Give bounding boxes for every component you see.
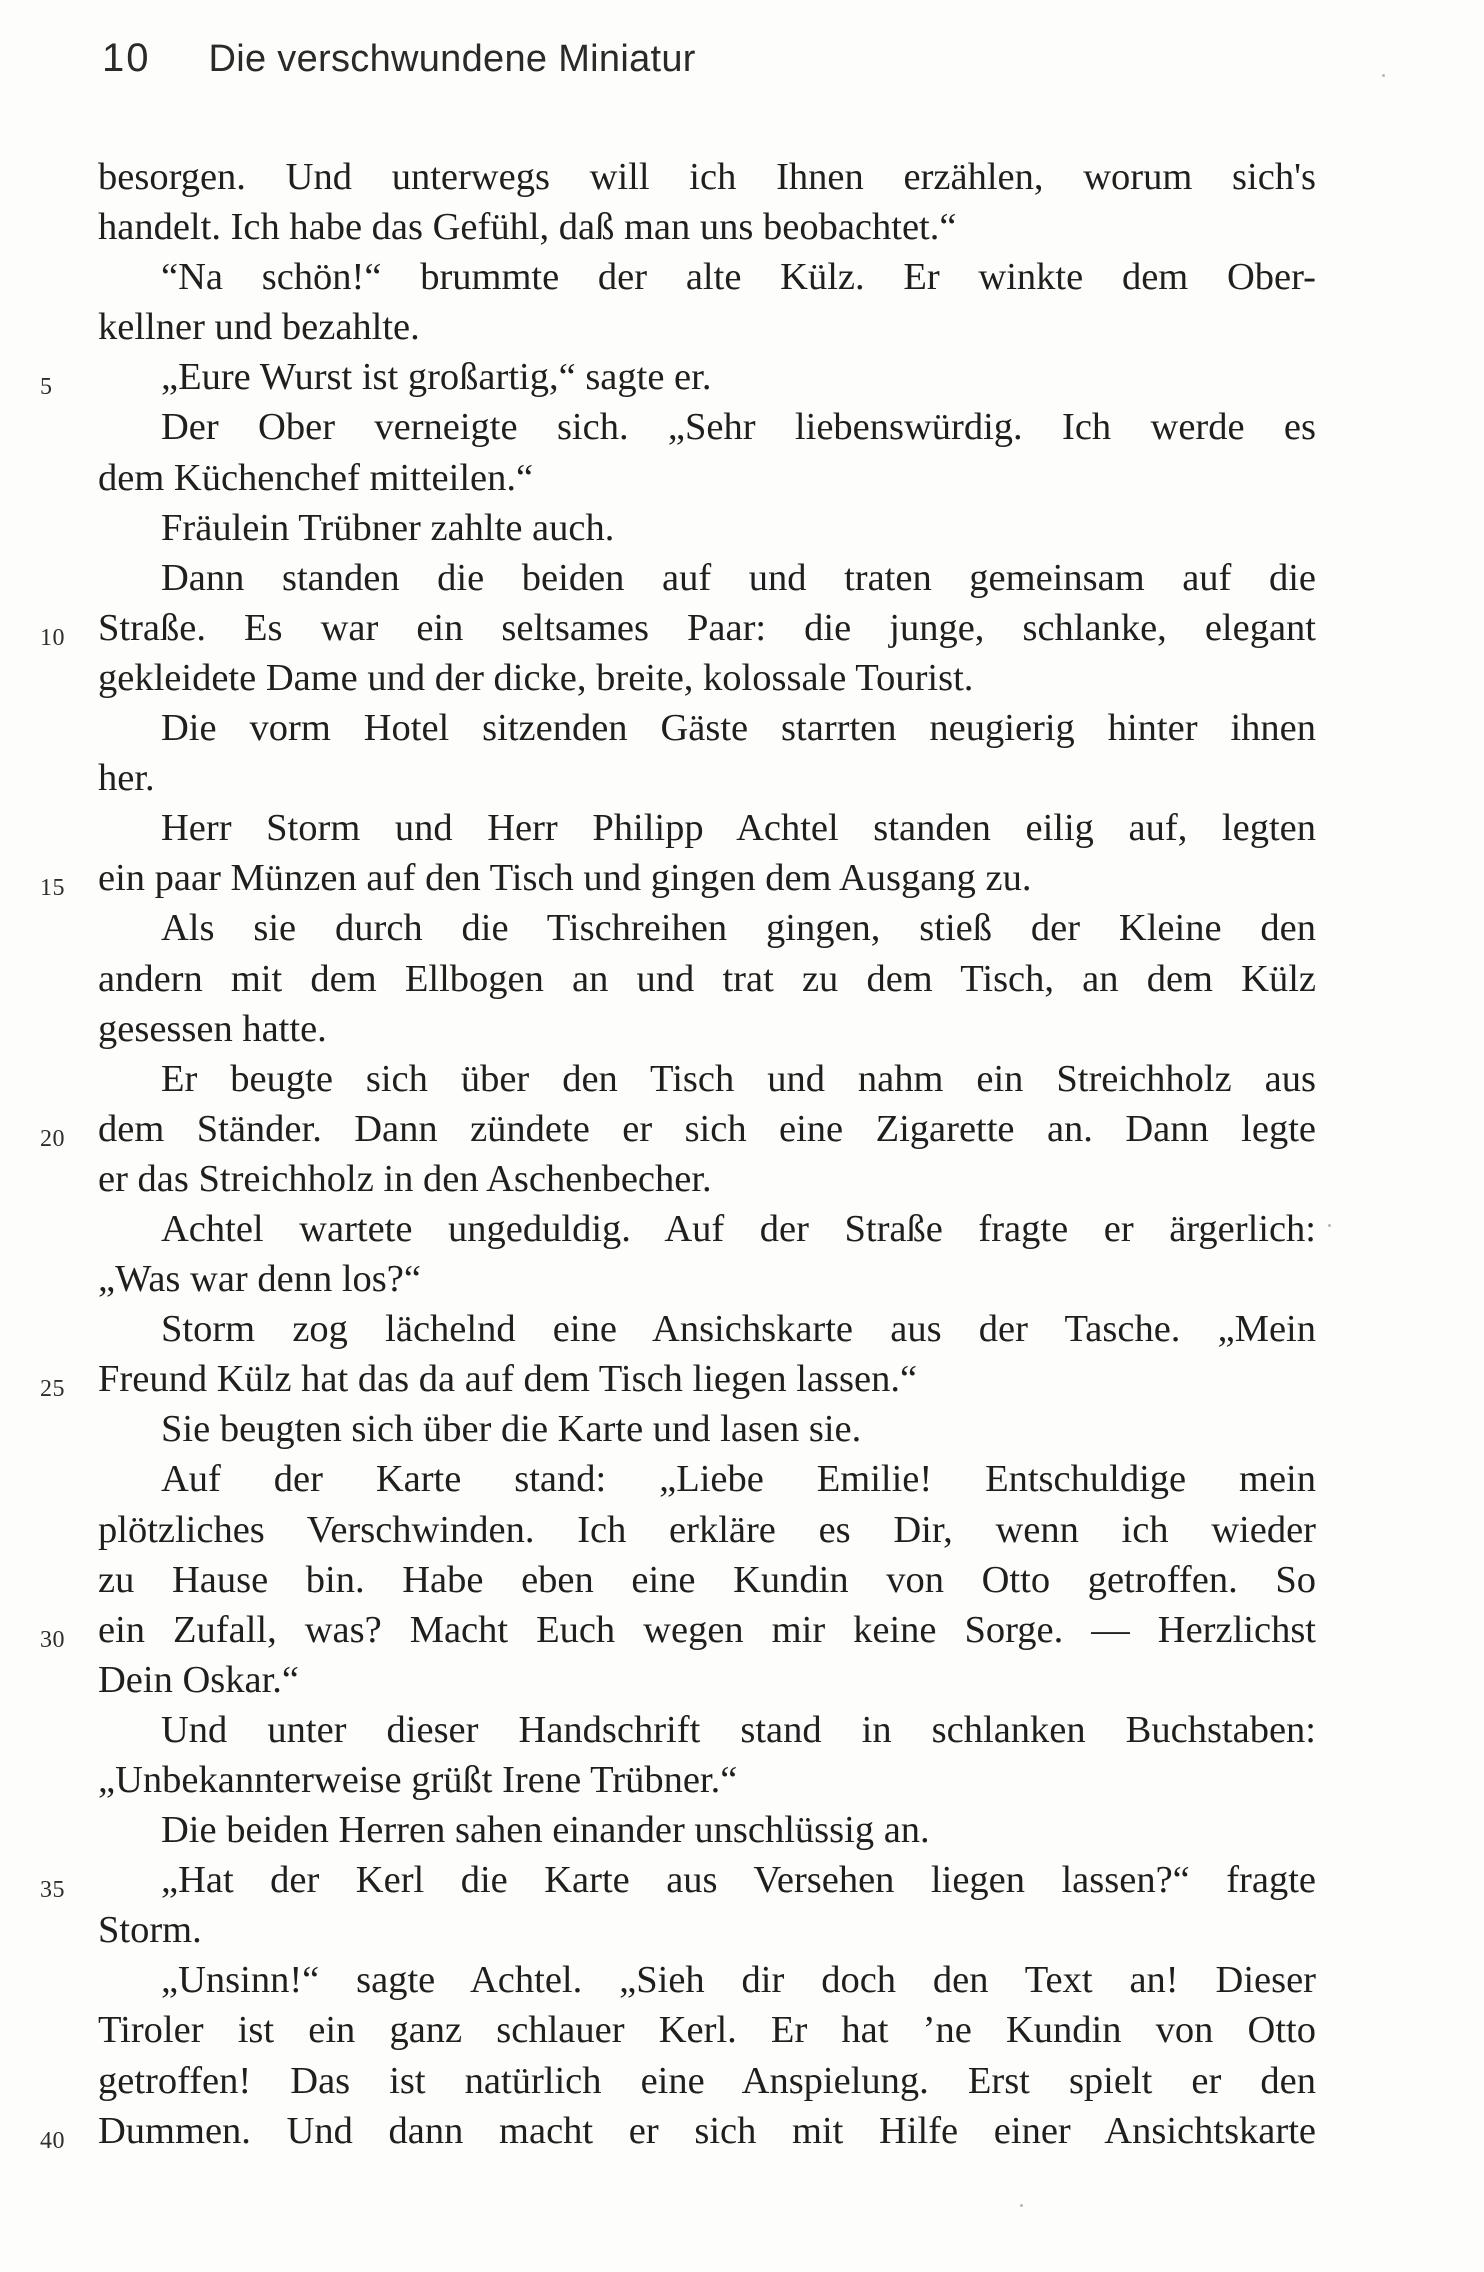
line-text: Storm zog lächelnd eine Ansichskarte aus der Tasche. „Mein xyxy=(161,1308,1316,1351)
line-text: dem Ständer. Dann zündete er sich eine Zigarette an. Dann legte xyxy=(98,1107,1316,1150)
text-line xyxy=(98,1154,1316,1204)
paper-speck xyxy=(1328,1224,1331,1227)
line-text: handelt. Ich habe das Gefühl, daß man uns beobachtet.“ xyxy=(98,206,957,249)
line-number: 15 xyxy=(40,875,65,902)
text-line xyxy=(98,1404,1316,1454)
text-line xyxy=(98,803,1316,853)
line-text: Auf der Karte stand: „Liebe Emilie! Entschuldige mein xyxy=(161,1458,1316,1501)
text-line xyxy=(98,2056,1316,2106)
line-number: 25 xyxy=(40,1376,65,1403)
text-line xyxy=(98,703,1316,753)
line-text: Achtel wartete ungeduldig. Auf der Straße fragte er ärgerlich: xyxy=(161,1207,1316,1250)
line-text: Fräulein Trübner zahlte auch. xyxy=(161,506,615,549)
line-text: Herr Storm und Herr Philipp Achtel standen eilig auf, legten xyxy=(161,807,1316,850)
text-line xyxy=(98,1955,1316,2005)
paper-speck xyxy=(1382,74,1385,77)
text-line xyxy=(40,1605,1316,1655)
text-line xyxy=(98,202,1316,252)
text-line xyxy=(98,453,1316,503)
text-line xyxy=(98,1805,1316,1855)
line-number: 5 xyxy=(40,374,53,401)
line-text: “Na schön!“ brummte der alte Külz. Er winkte dem Ober- xyxy=(161,256,1316,299)
line-text: Dein Oskar.“ xyxy=(98,1658,299,1701)
text-line xyxy=(98,1254,1316,1304)
line-text: getroffen! Das ist natürlich eine Anspielung. Erst spielt er den xyxy=(98,2059,1316,2102)
line-number: 30 xyxy=(40,1626,65,1653)
text-line xyxy=(40,1104,1316,1154)
line-text: Und unter dieser Handschrift stand in schlanken Buchstaben: xyxy=(161,1708,1316,1751)
line-text: gekleidete Dame und der dicke, breite, kolossale Tourist. xyxy=(98,656,974,699)
line-text: Als sie durch die Tischreihen gingen, stieß der Kleine den xyxy=(161,907,1316,950)
running-title: Die verschwundene Miniatur xyxy=(208,38,696,80)
line-text: Die beiden Herren sahen einander unschlüssig an. xyxy=(161,1809,930,1852)
line-text: Dann standen die beiden auf und traten gemeinsam auf die xyxy=(161,556,1316,599)
text-line xyxy=(98,1755,1316,1805)
text-line xyxy=(98,1204,1316,1254)
line-number: 20 xyxy=(40,1125,65,1152)
line-text: dem Küchenchef mitteilen.“ xyxy=(98,456,534,499)
text-line xyxy=(98,1004,1316,1054)
line-text: „Unsinn!“ sagte Achtel. „Sieh dir doch den Text an! Dieser xyxy=(161,1959,1316,2002)
text-line xyxy=(98,1555,1316,1605)
line-text: „Eure Wurst ist großartig,“ sagte er. xyxy=(161,356,712,399)
text-line xyxy=(98,402,1316,452)
text-line xyxy=(98,553,1316,603)
text-line xyxy=(98,753,1316,803)
text-line xyxy=(98,1454,1316,1504)
text-line xyxy=(98,503,1316,553)
line-text: gesessen hatte. xyxy=(98,1007,327,1050)
text-line xyxy=(40,603,1316,653)
line-text: „Unbekannterweise grüßt Irene Trübner.“ xyxy=(98,1759,738,1801)
line-text: Dummen. Und dann macht er sich mit Hilfe einer Ansichtskarte xyxy=(98,2109,1316,2152)
text-line xyxy=(98,954,1316,1004)
line-text: zu Hause bin. Habe eben eine Kundin von Otto getroffen. So xyxy=(98,1558,1316,1601)
line-text: er das Streichholz in den Aschenbecher. xyxy=(98,1157,712,1200)
line-text: Storm. xyxy=(98,1909,202,1952)
page-number: 10 xyxy=(102,36,151,80)
text-line xyxy=(40,1855,1316,1905)
text-line xyxy=(98,903,1316,953)
line-text: ein Zufall, was? Macht Euch wegen mir keine Sorge. — Herzlichst xyxy=(98,1608,1316,1651)
text-line xyxy=(40,1354,1316,1404)
text-line xyxy=(98,1905,1316,1955)
line-text: ein paar Münzen auf den Tisch und gingen dem Ausgang zu. xyxy=(98,857,1032,900)
line-text: „Hat der Kerl die Karte aus Versehen liegen lassen?“ fragte xyxy=(161,1859,1316,1902)
line-number: 35 xyxy=(40,1877,65,1904)
line-text: Freund Külz hat das da auf dem Tisch liegen lassen.“ xyxy=(98,1358,918,1401)
text-line xyxy=(98,1054,1316,1104)
line-text: Tiroler ist ein ganz schlauer Kerl. Er hat ’ne Kundin von Otto xyxy=(98,2009,1316,2052)
text-line xyxy=(98,252,1316,302)
text-line xyxy=(98,302,1316,352)
line-text: „Was war denn los?“ xyxy=(98,1258,421,1301)
text-line xyxy=(40,352,1316,402)
text-line xyxy=(98,1505,1316,1555)
line-text: Der Ober verneigte sich. „Sehr liebenswürdig. Ich werde es xyxy=(161,406,1316,449)
line-text: Er beugte sich über den Tisch und nahm ein Streichholz aus xyxy=(161,1057,1316,1100)
line-text: besorgen. Und unterwegs will ich Ihnen erzählen, worum sich's xyxy=(98,156,1316,198)
line-text: andern mit dem Ellbogen an und trat zu dem Tisch, an dem Külz xyxy=(98,957,1316,1000)
line-number: 10 xyxy=(40,624,65,651)
text-line xyxy=(40,2106,1316,2156)
text-line xyxy=(98,1655,1316,1705)
line-text: Die vorm Hotel sitzenden Gäste starrten neugierig hinter ihnen xyxy=(161,707,1316,750)
text-line xyxy=(98,653,1316,703)
text-line xyxy=(98,152,1316,202)
text-line xyxy=(98,2005,1316,2055)
line-text: kellner und bezahlte. xyxy=(98,306,420,349)
text-line xyxy=(40,853,1316,903)
text-line xyxy=(98,1705,1316,1755)
page-header xyxy=(102,36,696,96)
line-text: plötzliches Verschwinden. Ich erkläre es Dir, wenn ich wieder xyxy=(98,1508,1316,1551)
line-text: Straße. Es war ein seltsames Paar: die junge, schlanke, elegant xyxy=(98,606,1316,649)
text-line xyxy=(98,1304,1316,1354)
body-text xyxy=(40,152,1316,2156)
paper-speck xyxy=(1020,2204,1023,2207)
line-text: her. xyxy=(98,757,155,800)
line-number: 40 xyxy=(40,2127,65,2154)
line-text: Sie beugten sich über die Karte und lasen sie. xyxy=(161,1408,862,1451)
